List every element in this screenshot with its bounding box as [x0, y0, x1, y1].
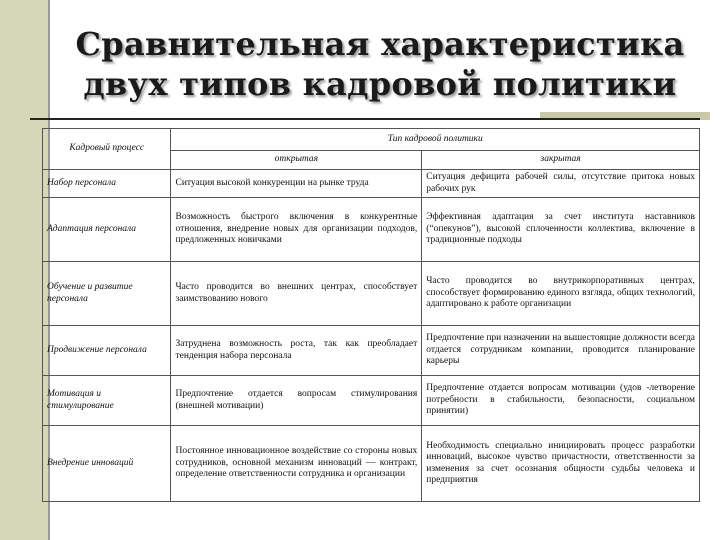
row-process-label: Продвижение персонала: [43, 326, 171, 376]
table-row: [43, 198, 700, 262]
slide-title: [60, 24, 700, 104]
row-open-text: Часто проводится во внешних центрах, способствует заимствованию нового: [171, 262, 422, 326]
header-closed: закрытая: [422, 150, 700, 169]
row-closed-text: Предпочтение отдается вопросам мотивации (удов -летворение потребности в стабильности, безопасности, социальном принятии): [422, 376, 700, 426]
table-row: [43, 326, 700, 376]
table-row: [43, 170, 700, 198]
table-row: [43, 426, 700, 502]
row-open-text: Затруднена возможность роста, так как преобладает тенденция набора персонала: [171, 326, 422, 376]
decorative-left-bar: [0, 0, 48, 540]
policy-comparison-table: [42, 128, 700, 502]
row-open-text: Возможность быстрого включения в конкурентные отношения, внедрение новых для организации подходов, предложенных новичками: [171, 198, 422, 262]
table-row: [43, 262, 700, 326]
row-closed-text: Ситуация дефицита рабочей силы, отсутствие притока новых рабочих рук: [422, 170, 700, 198]
row-closed-text: Часто проводится во внутрикорпоративных центрах, способствует формированию единого взгляда, общих технологий, адаптировано к работе организации: [422, 262, 700, 326]
slide-title-line-2: двух типов кадровой политики: [83, 65, 677, 103]
row-process-label: Внедрение инноваций: [43, 426, 171, 502]
row-closed-text: Необходимость специально инициировать процесс разработки инноваций, высокое чувство причастности, ответственности за изменения за счет осознания общности судьбы человека и предприятия: [422, 426, 700, 502]
row-closed-text: Эффективная адаптация за счет института наставников (“опекунов”), высокой сплоченности коллектива, включение в традиционные подходы: [422, 198, 700, 262]
slide-title-line-1: Сравнительная характеристика: [75, 25, 685, 63]
row-open-text: Постоянное инновационное воздействие со стороны новых сотрудников, основной механизм инноваций — контракт, определение ответственности сотрудника и организации: [171, 426, 422, 502]
title-divider: [30, 118, 700, 120]
row-process-label: Обучение и развитие персонала: [43, 262, 171, 326]
header-policy-type: Тип кадровой политики: [171, 129, 700, 151]
table-row: [43, 376, 700, 426]
header-open: открытая: [171, 150, 422, 169]
header-process: Кадровый процесс: [43, 129, 171, 170]
row-open-text: Ситуация высокой конкуренции на рынке труда: [171, 170, 422, 198]
row-closed-text: Предпочтение при назначении на вышестоящие должности всегда отдается сотрудникам компании, проводится планирование карьеры: [422, 326, 700, 376]
row-process-label: Набор персонала: [43, 170, 171, 198]
row-process-label: Мотивация и стимулирование: [43, 376, 171, 426]
row-open-text: Предпочтение отдается вопросам стимулирования (внешней мотивации): [171, 376, 422, 426]
row-process-label: Адаптация персонала: [43, 198, 171, 262]
